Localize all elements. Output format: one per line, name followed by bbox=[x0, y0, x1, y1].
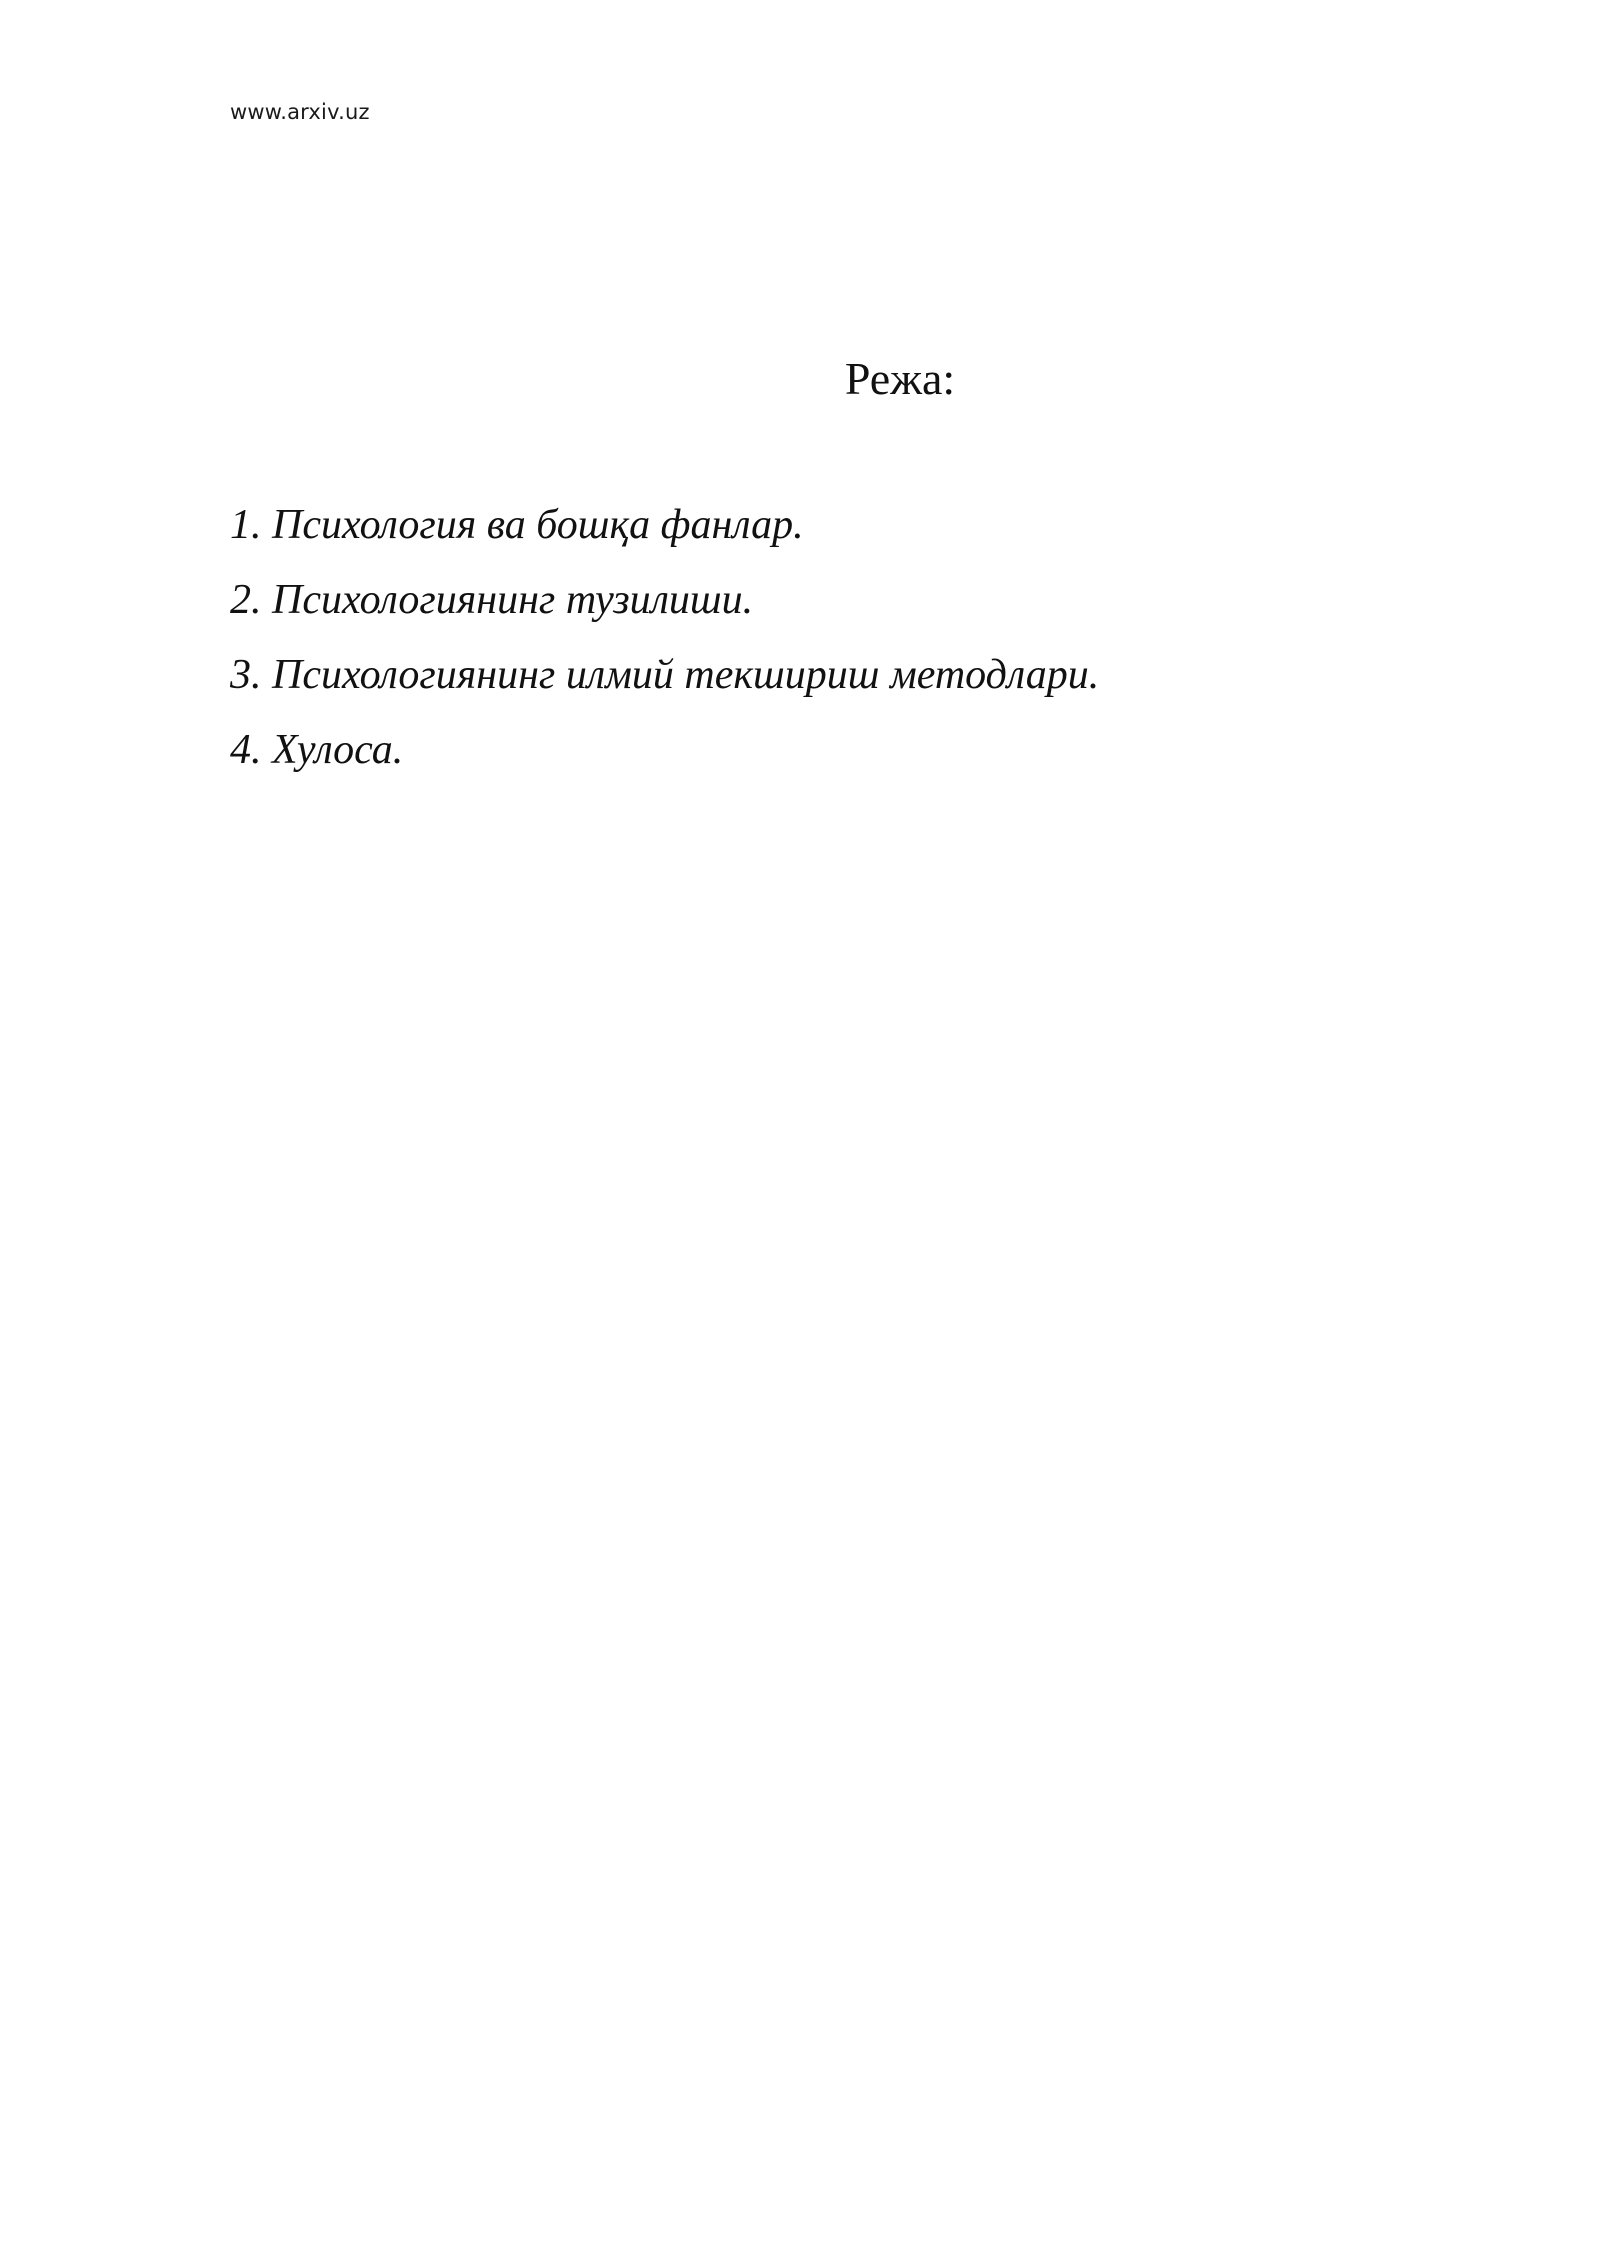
list-item: 2. Психологиянинг тузилиши. bbox=[230, 577, 754, 623]
list-item: 4. Хулоса. bbox=[230, 727, 404, 773]
list-item: 3. Психологиянинг илмий текшириш методлари. bbox=[230, 652, 1100, 698]
site-url-header: www.arxiv.uz bbox=[230, 100, 370, 124]
list-item: 1. Психология ва бошқа фанлар. bbox=[230, 502, 804, 548]
plan-list bbox=[230, 488, 1099, 788]
page-title: Режа: bbox=[844, 353, 956, 404]
